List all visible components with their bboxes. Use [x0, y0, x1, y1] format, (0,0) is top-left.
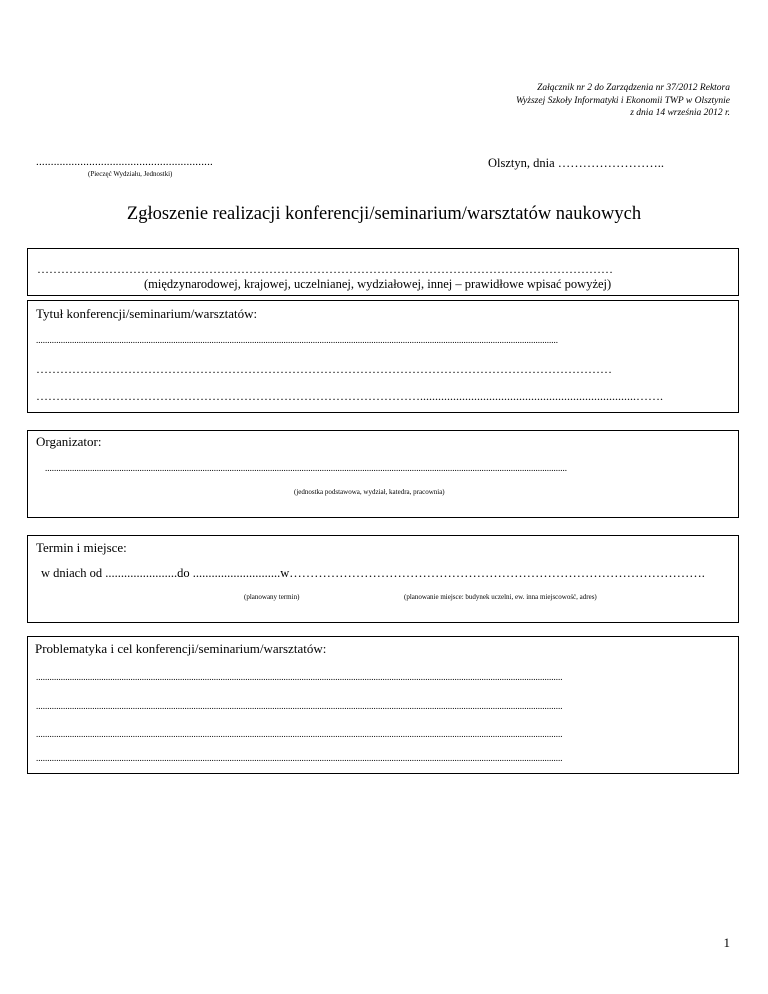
organizer-label: Organizator: — [36, 434, 102, 449]
problems-line-3[interactable]: .......................................................................................................................................................................................................................................... — [36, 729, 563, 739]
attachment-line-3: z dnia 14 września 2012 r. — [630, 108, 730, 118]
attachment-line-1: Załącznik nr 2 do Zarządzenia nr 37/2012 Rektora — [537, 83, 730, 93]
problems-line-2[interactable]: .......................................................................................................................................................................................................................................... — [36, 701, 563, 711]
place-date-field[interactable]: Olsztyn, dnia …………………….. — [488, 156, 665, 170]
conference-title-line-1[interactable]: ........................................................................................................................................................................................................................................ — [36, 335, 558, 345]
conference-title-line-2[interactable]: ……………………………………………………………………………………………………………………………… — [36, 362, 612, 376]
problems-label: Problematyka i cel konferencji/seminarium/warsztatów: — [35, 641, 327, 656]
organizer-field[interactable]: ........................................................................................................................................................................................................................................ — [45, 463, 567, 473]
seal-field[interactable]: ............................................................ — [36, 156, 213, 168]
attachment-note — [516, 82, 730, 120]
organizer-caption: (jednostka podstawowa, wydział, katedra, pracownia) — [294, 488, 445, 496]
problems-line-1[interactable]: .......................................................................................................................................................................................................................................... — [36, 672, 563, 682]
attachment-line-2: Wyższej Szkoły Informatyki i Ekonomii TWP w Olsztynie — [516, 95, 730, 106]
term-place-field[interactable]: w dniach od .......................do ............................w………………………………………………………………………………………. — [41, 566, 705, 580]
conference-title-line-3[interactable]: ……………………………………………………………………………………........................................................................……. — [36, 389, 663, 403]
term-place-box — [27, 535, 739, 623]
document-title: Zgłoszenie realizacji konferencji/seminarium/warsztatów naukowych — [126, 204, 642, 224]
event-type-box — [27, 248, 739, 296]
event-type-field[interactable]: ……………………………………………………………………………………………………………………………… — [37, 262, 613, 276]
seal-caption: (Pieczęć Wydziału, Jednostki) — [88, 170, 173, 178]
term-place-label: Termin i miejsce: — [36, 540, 127, 555]
term-caption: (planowany termin) — [244, 593, 300, 601]
event-type-caption: (międzynarodowej, krajowej, uczelnianej, wydziałowej, innej – prawidłowe wpisać powyżej) — [144, 277, 612, 291]
conference-title-label: Tytuł konferencji/seminarium/warsztatów: — [36, 306, 258, 321]
problems-box — [27, 636, 739, 774]
place-caption: (planowanie miejsce: budynek uczelni, ew. inna miejscowość, adres) — [404, 593, 597, 601]
conference-title-box — [27, 300, 739, 413]
problems-line-4[interactable]: .......................................................................................................................................................................................................................................... — [36, 753, 563, 763]
organizer-box — [27, 430, 739, 518]
page-number: 1 — [723, 935, 730, 950]
